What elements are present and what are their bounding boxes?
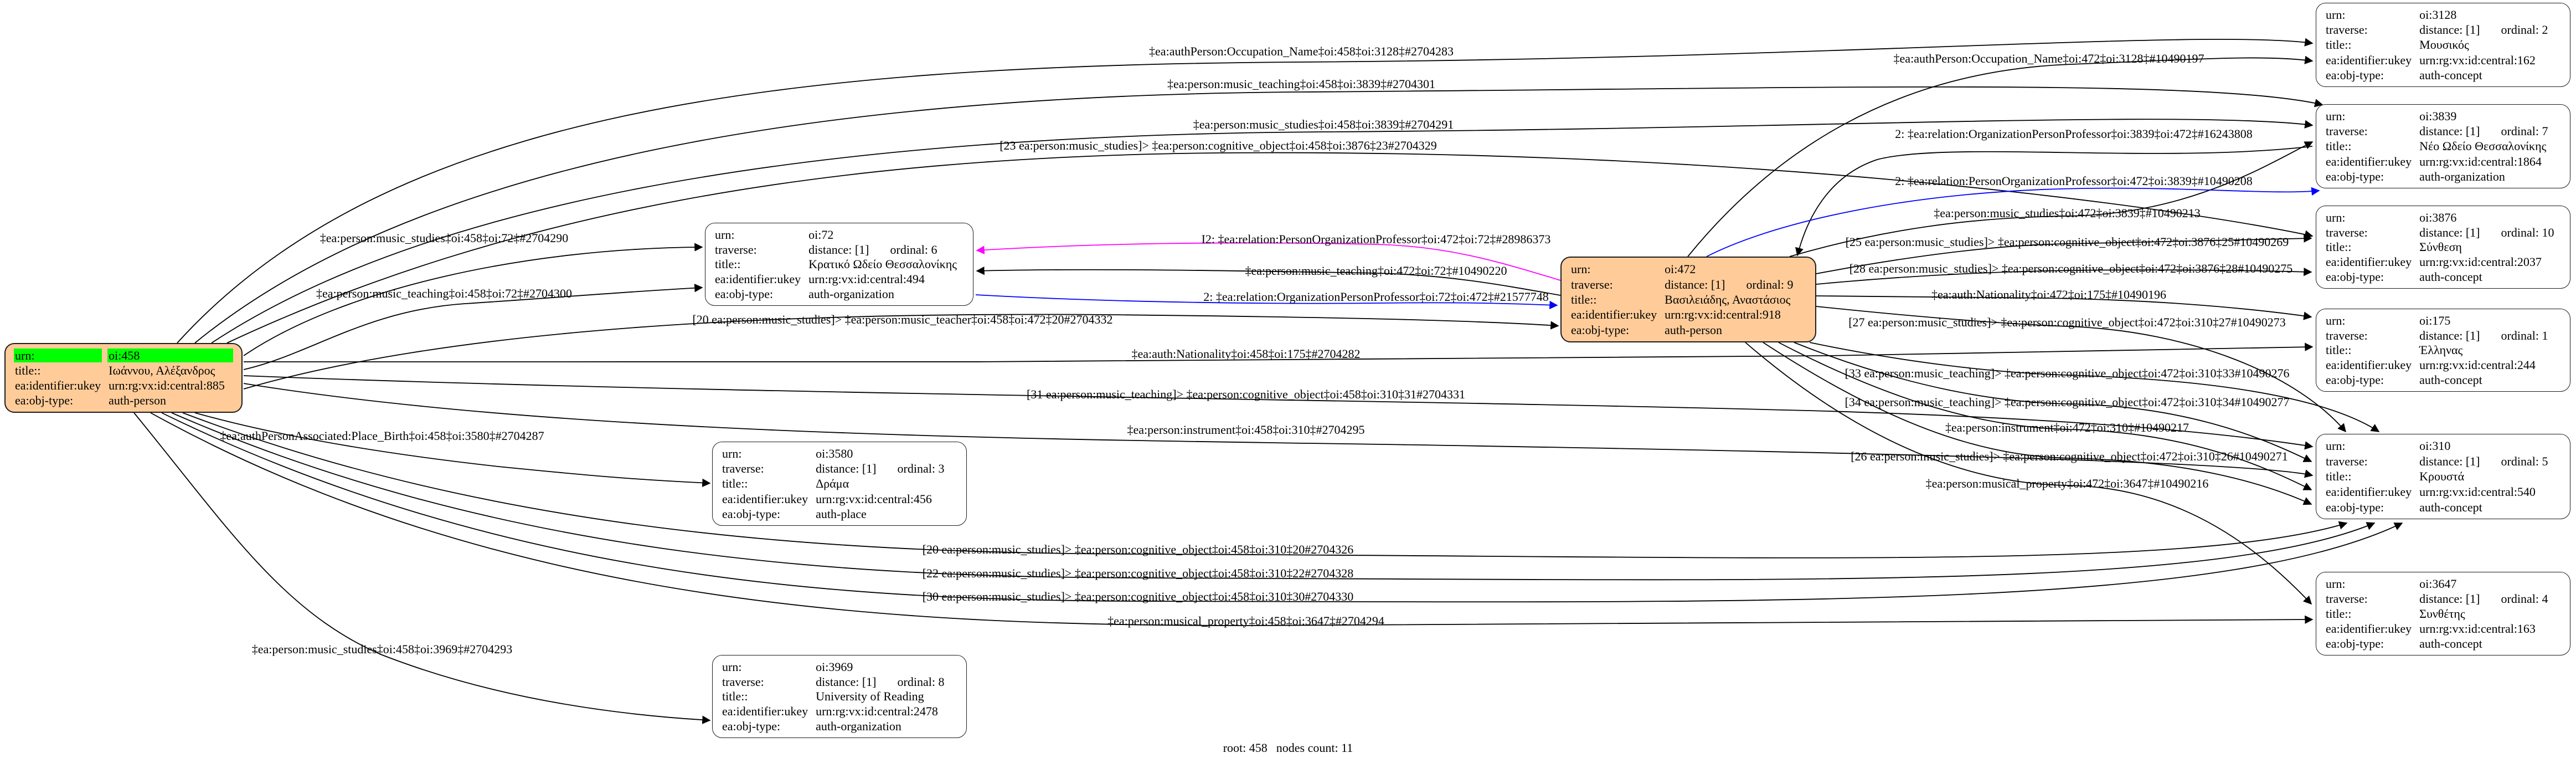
traverse-value (815, 675, 958, 689)
title-value: Κρουστά (2419, 469, 2465, 484)
graph-footer (1223, 741, 1353, 755)
objtype-value: auth-concept (2419, 373, 2482, 387)
edge-label: [30 ea:person:music_studies]> ‡ea:person:cognitive_object‡oi:458‡oi:310‡30#2704330 (922, 590, 1354, 603)
objtype-value: auth-organization (808, 287, 894, 301)
edge-instrument-472-310[interactable] (1779, 342, 2311, 490)
edge-label: 2: ‡ea:relation:OrganizationPersonProfessor‡oi:72‡oi:472‡#21577748 (1203, 290, 1549, 304)
urn-label: urn: (2326, 109, 2346, 124)
traverse-value (2418, 592, 2562, 606)
urn-value: oi:3839 (2419, 109, 2457, 124)
node-3969[interactable] (712, 655, 967, 738)
node-472[interactable] (1560, 257, 1816, 342)
title-label: title:: (2326, 139, 2352, 153)
urn-value: oi:310 (2419, 439, 2451, 453)
edge-label: ‡ea:person:music_studies‡oi:458‡oi:3839‡#2704291 (1193, 117, 1454, 131)
distance-value: distance: [1] (2419, 454, 2480, 468)
urn-value: oi:3580 (816, 447, 853, 461)
distance-value: distance: [1] (2419, 23, 2480, 37)
ordinal-value: ordinal: 6 (890, 242, 937, 257)
objtype-value: auth-concept (2419, 270, 2482, 284)
edge-label: [31 ea:person:music_teaching]> ‡ea:person:cognitive_object‡oi:458‡oi:310‡31#2704331 (1026, 387, 1466, 401)
urn-value: oi:72 (808, 227, 834, 242)
edge-cognitive-object-33-472-310[interactable] (1810, 342, 2379, 432)
distance-value: distance: [1] (808, 242, 869, 257)
traverse-label: traverse: (722, 674, 764, 689)
ukey-value: urn:rg:vx:id:central:163 (2419, 621, 2536, 636)
ordinal-value: ordinal: 8 (897, 674, 945, 689)
ukey-label: ea:identifier:ukey (722, 491, 808, 506)
objtype-label: ea:obj-type: (2326, 636, 2384, 651)
objtype-label: ea:obj-type: (1571, 322, 1630, 337)
title-value: Βασιλειάδης, Αναστάσιος (1665, 292, 1791, 306)
distance-value: distance: [1] (2419, 328, 2480, 342)
urn-label: urn: (2326, 576, 2346, 591)
edge-label: I2: ‡ea:relation:PersonOrganizationProfessor‡oi:472‡oi:72‡#28986373 (1201, 232, 1551, 246)
traverse-value (807, 243, 965, 257)
edge-label: [23 ea:person:music_studies]> ‡ea:person:cognitive_object‡oi:458‡oi:3876‡23#2704329 (1000, 139, 1437, 152)
node-72[interactable] (705, 223, 973, 306)
footer-root: root: 458 (1223, 741, 1268, 755)
edge-label: [26 ea:person:music_studies]> ‡ea:person:cognitive_object‡oi:472‡oi:310‡26#10490271 (1851, 449, 2288, 463)
edge-label: ‡ea:auth:Nationality‡oi:472‡oi:175‡#10490196 (1931, 288, 2167, 301)
objtype-value: auth-concept (2419, 500, 2482, 514)
distance-value: distance: [1] (2419, 225, 2480, 239)
objtype-label: ea:obj-type: (2326, 68, 2384, 82)
footer-count: nodes count: 11 (1276, 741, 1353, 755)
objtype-label: ea:obj-type: (722, 506, 781, 521)
title-value: Μουσικός (2419, 38, 2469, 52)
urn-value: oi:458 (107, 349, 233, 362)
urn-value: oi:3128 (2419, 8, 2457, 22)
distance-value: distance: [1] (816, 674, 877, 689)
title-label: title:: (722, 477, 748, 491)
traverse-label: traverse: (2326, 225, 2368, 239)
objtype-value: auth-place (816, 506, 867, 521)
urn-label: urn: (722, 659, 742, 674)
ukey-value: urn:rg:vx:id:central:540 (2419, 485, 2536, 499)
edge-label: [20 ea:person:music_studies]> ‡ea:person:cognitive_object‡oi:458‡oi:310‡20#2704326 (922, 542, 1354, 556)
ukey-value: urn:rg:vx:id:central:494 (808, 272, 925, 286)
objtype-label: ea:obj-type: (15, 393, 74, 407)
title-label: title:: (1571, 292, 1597, 306)
edge-label: [27 ea:person:music_studies]> ‡ea:person:cognitive_object‡oi:472‡oi:310‡27#10490273 (1848, 315, 2286, 329)
objtype-label: ea:obj-type: (2326, 270, 2384, 284)
edge-label: ‡ea:auth:Nationality‡oi:458‡oi:175‡#2704282 (1131, 347, 1361, 361)
ukey-label: ea:identifier:ukey (2326, 53, 2412, 67)
edge-music-studies-458-3969[interactable] (134, 413, 710, 720)
title-label: title:: (2326, 469, 2352, 484)
title-label: title:: (715, 257, 741, 272)
traverse-label: traverse: (1571, 277, 1613, 291)
objtype-value: auth-person (1665, 322, 1723, 337)
traverse-label: traverse: (722, 462, 764, 476)
traverse-value (2418, 23, 2562, 37)
edge-label: ‡ea:authPerson:Occupation_Name‡oi:472‡oi:3128‡#10490197 (1893, 52, 2204, 65)
edge-label: [22 ea:person:music_studies]> ‡ea:person:cognitive_object‡oi:458‡oi:310‡22#2704328 (922, 566, 1354, 580)
objtype-label: ea:obj-type: (2326, 373, 2384, 387)
edge-label: [34 ea:person:music_teaching]> ‡ea:person:cognitive_object‡oi:472‡oi:310‡34#10490277 (1845, 395, 2290, 409)
ordinal-value: ordinal: 10 (2501, 225, 2554, 239)
traverse-label: traverse: (2326, 23, 2368, 37)
ukey-value: urn:rg:vx:id:central:918 (1665, 308, 1781, 322)
edge-label: [20 ea:person:music_studies]> ‡ea:person:music_teacher‡oi:458‡oi:472‡20#2704332 (692, 313, 1113, 326)
traverse-label: traverse: (2326, 591, 2368, 606)
traverse-value (2418, 124, 2562, 138)
node-458[interactable] (4, 343, 243, 413)
distance-value: distance: [1] (816, 462, 877, 476)
urn-label: urn: (2326, 210, 2346, 224)
urn-value: oi:3876 (2419, 210, 2457, 224)
objtype-label: ea:obj-type: (715, 287, 774, 301)
objtype-label: ea:obj-type: (2326, 500, 2384, 514)
objtype-label: ea:obj-type: (2326, 169, 2384, 183)
urn-label: urn: (722, 447, 742, 461)
edge-musical-property-472-3647[interactable] (1745, 342, 2311, 604)
objtype-label: ea:obj-type: (722, 719, 781, 734)
objtype-value: auth-organization (816, 719, 901, 734)
title-value: Ιωάννου, Αλέξανδρος (109, 363, 215, 377)
objtype-value: auth-concept (2419, 636, 2482, 651)
ukey-label: ea:identifier:ukey (15, 378, 101, 392)
traverse-value (815, 462, 958, 475)
node-310[interactable] (2316, 434, 2570, 519)
ukey-label: ea:identifier:ukey (2326, 485, 2412, 499)
distance-value: distance: [1] (2419, 124, 2480, 139)
ukey-label: ea:identifier:ukey (722, 704, 808, 719)
title-label: title:: (2326, 606, 2352, 621)
ukey-value: urn:rg:vx:id:central:1864 (2419, 154, 2542, 168)
title-value: Έλληνας (2419, 343, 2463, 357)
ukey-label: ea:identifier:ukey (2326, 358, 2412, 372)
title-value: Νέο Ωδείο Θεσσαλονίκης (2419, 139, 2547, 153)
node-3580[interactable] (712, 442, 967, 526)
title-label: title:: (2326, 240, 2352, 254)
edge-label: ‡ea:person:music_studies‡oi:472‡oi:3839‡#10490213 (1934, 206, 2201, 220)
ukey-value: urn:rg:vx:id:central:2037 (2419, 255, 2542, 269)
urn-label: urn: (2326, 8, 2346, 22)
traverse-label: traverse: (2326, 328, 2368, 342)
urn-label: urn: (2326, 439, 2346, 453)
node-3839[interactable] (2316, 104, 2570, 188)
title-label: title:: (2326, 38, 2352, 52)
title-value: Σύνθεση (2419, 240, 2462, 254)
edge-label: [25 ea:person:music_studies]> ‡ea:person:cognitive_object‡oi:472‡oi:3876‡25#10490269 (1845, 235, 2289, 249)
title-value: Δράμα (816, 477, 849, 491)
edge-label: ‡ea:person:music_teaching‡oi:458‡oi:3839‡#2704301 (1167, 77, 1435, 91)
node-175[interactable] (2316, 309, 2570, 392)
ukey-label: ea:identifier:ukey (715, 272, 801, 286)
ordinal-value: ordinal: 9 (1746, 277, 1794, 291)
edge-label: 2: ‡ea:relation:PersonOrganizationProfessor‡oi:472‡oi:3839‡#10490208 (1895, 174, 2253, 188)
ukey-label: ea:identifier:ukey (2326, 154, 2412, 168)
ordinal-value: ordinal: 1 (2501, 328, 2548, 342)
ukey-label: ea:identifier:ukey (1571, 308, 1657, 322)
distance-value: distance: [1] (1665, 277, 1725, 291)
title-label: title:: (15, 363, 41, 377)
edge-label: ‡ea:person:instrument‡oi:458‡oi:310‡#2704295 (1127, 423, 1365, 437)
urn-value: oi:472 (1665, 262, 1696, 276)
title-label: title:: (2326, 343, 2352, 357)
edge-label: 2: ‡ea:relation:OrganizationPersonProfessor‡oi:3839‡oi:472‡#16243808 (1895, 127, 2253, 141)
ukey-value: urn:rg:vx:id:central:885 (109, 378, 225, 392)
edge-label: ‡ea:person:musical_property‡oi:458‡oi:3647‡#2704294 (1107, 614, 1384, 628)
traverse-label: traverse: (715, 242, 757, 257)
title-value: Συνθέτης (2419, 606, 2465, 621)
edge-label: ‡ea:authPersonAssociated:Place_Birth‡oi:458‡oi:3580‡#2704287 (220, 429, 544, 443)
urn-value: oi:175 (2419, 313, 2451, 327)
title-value: Κρατικό Ωδείο Θεσσαλονίκης (808, 257, 957, 272)
edge-label: ‡ea:person:instrument‡oi:472‡oi:310‡#10490217 (1945, 421, 2189, 434)
edge-label: [28 ea:person:music_studies]> ‡ea:person:cognitive_object‡oi:472‡oi:3876‡28#10490275 (1849, 262, 2293, 275)
traverse-value (2418, 226, 2562, 239)
urn-label: urn: (715, 227, 735, 242)
edge-label: [33 ea:person:music_teaching]> ‡ea:person:cognitive_object‡oi:472‡oi:310‡33#10490276 (1845, 366, 2290, 380)
edge-label: ‡ea:person:music_teaching‡oi:472‡oi:72‡#10490220 (1245, 264, 1507, 278)
edge-music-studies-458-72[interactable] (244, 247, 702, 356)
urn-label: urn: (2326, 313, 2346, 327)
ukey-value: urn:rg:vx:id:central:244 (2419, 358, 2536, 372)
ordinal-value: ordinal: 7 (2501, 124, 2548, 139)
traverse-value (2418, 329, 2562, 342)
ordinal-value: ordinal: 2 (2501, 23, 2548, 37)
urn-label: urn: (1571, 262, 1591, 276)
edge-label: ‡ea:person:musical_property‡oi:472‡oi:3647‡#10490216 (1925, 477, 2209, 490)
node-3128[interactable] (2316, 3, 2570, 87)
ukey-label: ea:identifier:ukey (2326, 621, 2412, 636)
ordinal-value: ordinal: 3 (897, 462, 945, 476)
distance-value: distance: [1] (2419, 591, 2480, 606)
objtype-value: auth-organization (2419, 169, 2505, 183)
ukey-value: urn:rg:vx:id:central:162 (2419, 53, 2536, 67)
ordinal-value: ordinal: 5 (2501, 454, 2548, 468)
urn-value: oi:3969 (816, 659, 853, 674)
urn-value: oi:3647 (2419, 576, 2457, 591)
edge-label: ‡ea:person:music_studies‡oi:458‡oi:3969‡#2704293 (251, 642, 513, 656)
ukey-label: ea:identifier:ukey (2326, 255, 2412, 269)
edge-label: ‡ea:person:music_teaching‡oi:458‡oi:72‡#2704300 (316, 286, 572, 300)
urn-label: urn: (14, 349, 102, 362)
node-3647[interactable] (2316, 572, 2570, 655)
ordinal-value: ordinal: 4 (2501, 591, 2548, 606)
traverse-label: traverse: (2326, 454, 2368, 468)
traverse-value (1663, 278, 1807, 291)
traverse-value (2418, 454, 2562, 468)
edge-label: ‡ea:person:music_studies‡oi:458‡oi:72‡#2704290 (320, 231, 569, 245)
node-3876[interactable] (2316, 206, 2570, 289)
ukey-value: urn:rg:vx:id:central:2478 (816, 704, 938, 719)
ukey-value: urn:rg:vx:id:central:456 (816, 491, 932, 506)
title-label: title:: (722, 689, 748, 704)
title-value: University of Reading (816, 689, 924, 704)
edge-label: ‡ea:authPerson:Occupation_Name‡oi:458‡oi:3128‡#2704283 (1149, 44, 1454, 58)
traverse-label: traverse: (2326, 124, 2368, 139)
objtype-value: auth-concept (2419, 68, 2482, 82)
objtype-value: auth-person (109, 393, 167, 407)
